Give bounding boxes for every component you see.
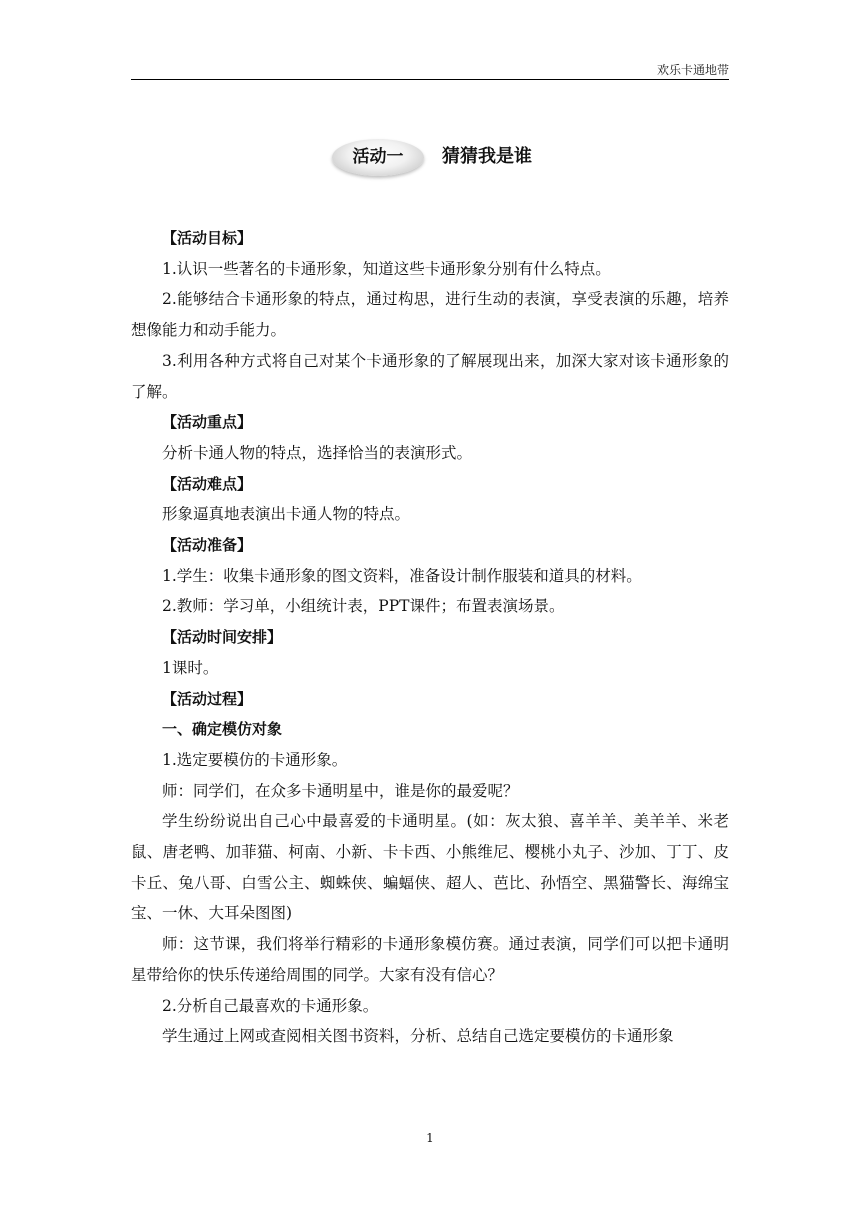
running-header: 欢乐卡通地带 (656, 63, 729, 77)
activity-title (332, 139, 572, 179)
body-paragraph: 形象逼真地表演出卡通人物的特点。 (162, 505, 411, 524)
body-paragraph: 3.利用各种方式将自己对某个卡通形象的了解展现出来，加深大家对该卡通形象的了解。 (131, 351, 729, 401)
body-paragraph: 1课时。 (162, 658, 219, 677)
section-heading: 【活动过程】 (162, 689, 253, 708)
document-body (131, 223, 729, 1052)
body-paragraph: 师：这节课，我们将举行精彩的卡通形象模仿赛。通过表演，同学们可以把卡通明星带给你的快乐传递给周围的同学。大家有没有信心？ (131, 935, 729, 984)
activity-badge (332, 139, 424, 176)
section-heading: 【活动时间安排】 (162, 628, 283, 647)
body-paragraph: 1.学生：收集卡通形象的图文资料，准备设计制作服装和道具的材料。 (162, 566, 642, 585)
body-paragraph: 学生纷纷说出自己心中最喜爱的卡通明星。(如：灰太狼、喜羊羊、美羊羊、米老鼠、唐老鸭、加菲猫、柯南、小新、卡卡西、小熊维尼、樱桃小丸子、沙加、丁丁、皮卡丘、兔八哥、白雪公主、蜘蛛侠、蝙蝠侠、超人、芭比、孙悟空、黑猫警长、海绵宝宝、一休、大耳朵图图) (131, 812, 729, 923)
body-paragraph: 2.分析自己最喜欢的卡通形象。 (162, 996, 379, 1015)
body-paragraph: 2.能够结合卡通形象的特点，通过构思，进行生动的表演，享受表演的乐趣，培养想像能力和动手能力。 (131, 290, 729, 340)
body-paragraph: 师：同学们，在众多卡通明星中，谁是你的最爱呢？ (162, 781, 519, 800)
body-paragraph: 1.认识一些著名的卡通形象，知道这些卡通形象分别有什么特点。 (162, 259, 611, 278)
header-divider (131, 79, 729, 80)
section-heading: 【活动难点】 (162, 474, 253, 493)
body-paragraph: 学生通过上网或查阅相关图书资料，分析、总结自己选定要模仿的卡通形象 (162, 1027, 674, 1046)
activity-badge-label: 活动一 (352, 147, 404, 167)
page-number: 1 (426, 1131, 434, 1145)
section-heading: 【活动重点】 (162, 413, 253, 432)
body-paragraph: 2.教师：学习单，小组统计表，PPT课件；布置表演场景。 (162, 597, 565, 616)
body-paragraph: 分析卡通人物的特点，选择恰当的表演形式。 (162, 443, 473, 462)
section-heading: 一、确定模仿对象 (162, 720, 283, 739)
page-title: 猜猜我是谁 (442, 146, 532, 167)
body-paragraph: 1.选定要模仿的卡通形象。 (162, 750, 348, 769)
section-heading: 【活动准备】 (162, 536, 253, 555)
section-heading: 【活动目标】 (162, 229, 253, 247)
